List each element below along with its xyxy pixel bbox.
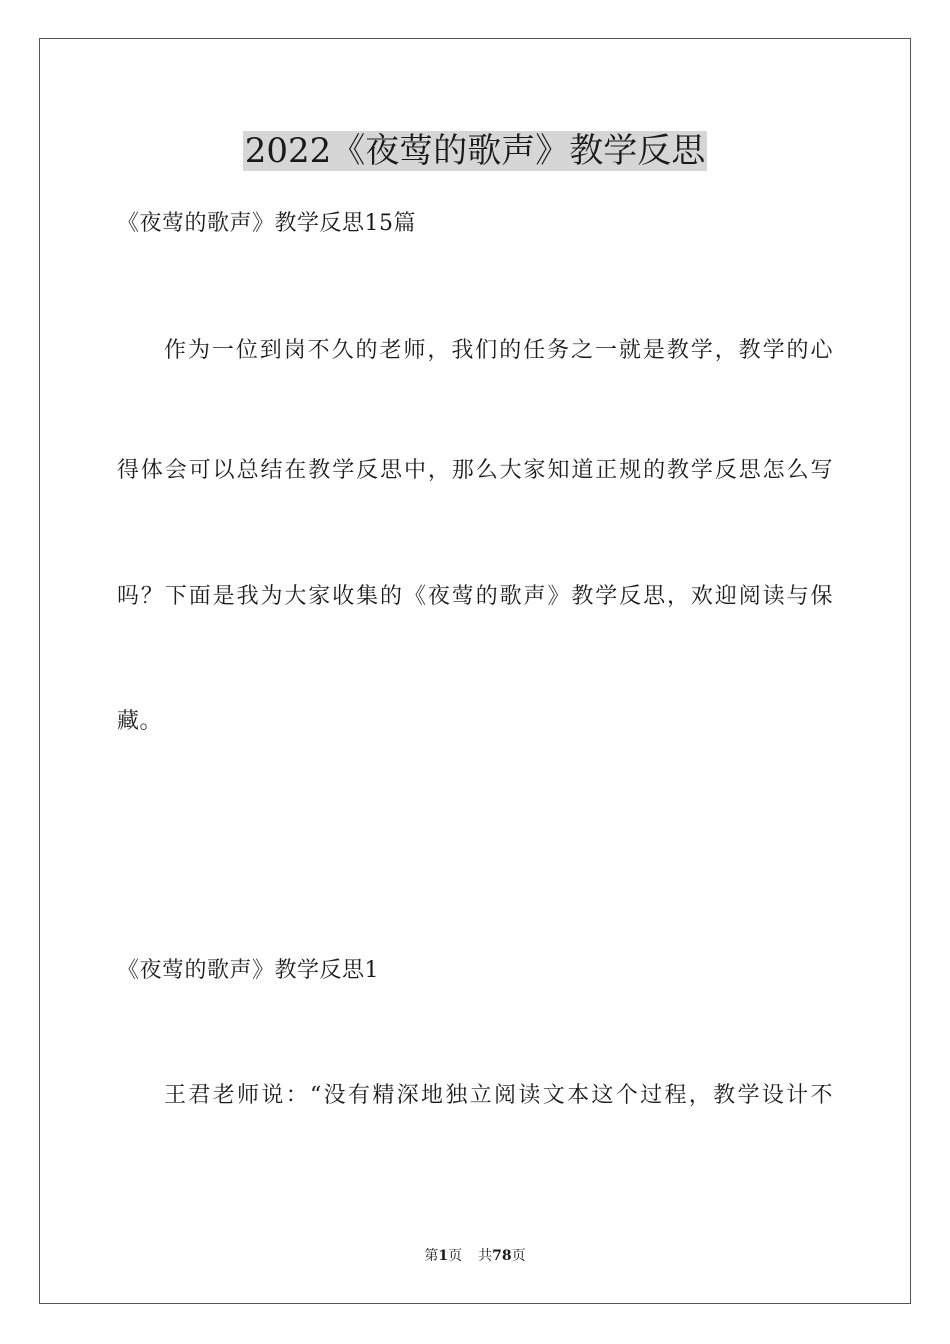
document-subtitle: 《夜莺的歌声》教学反思15篇 bbox=[117, 211, 416, 236]
document-title bbox=[0, 128, 950, 174]
footer-page-suffix: 页 bbox=[448, 1248, 463, 1264]
document-title-text: 2022《夜莺的歌声》教学反思 bbox=[244, 131, 706, 171]
intro-line-2: 得体会可以总结在教学反思中，那么大家知道正规的教学反思怎么写 bbox=[117, 458, 833, 483]
footer-page-number: 1 bbox=[438, 1248, 449, 1264]
footer-total-prefix: 共 bbox=[478, 1248, 493, 1264]
intro-line-3: 吗？下面是我为大家收集的《夜莺的歌声》教学反思，欢迎阅读与保 bbox=[117, 584, 833, 609]
intro-line-1: 作为一位到岗不久的老师，我们的任务之一就是教学，教学的心 bbox=[164, 338, 833, 363]
footer-page-prefix: 第 bbox=[424, 1248, 439, 1264]
section-line-1: 王君老师说：“没有精深地独立阅读文本这个过程，教学设计不 bbox=[164, 1083, 833, 1108]
page-footer bbox=[0, 1247, 950, 1265]
footer-total-pages: 78 bbox=[492, 1248, 512, 1264]
intro-line-4: 藏。 bbox=[117, 709, 163, 734]
section-heading: 《夜莺的歌声》教学反思1 bbox=[117, 958, 379, 983]
footer-total-suffix: 页 bbox=[511, 1248, 526, 1264]
